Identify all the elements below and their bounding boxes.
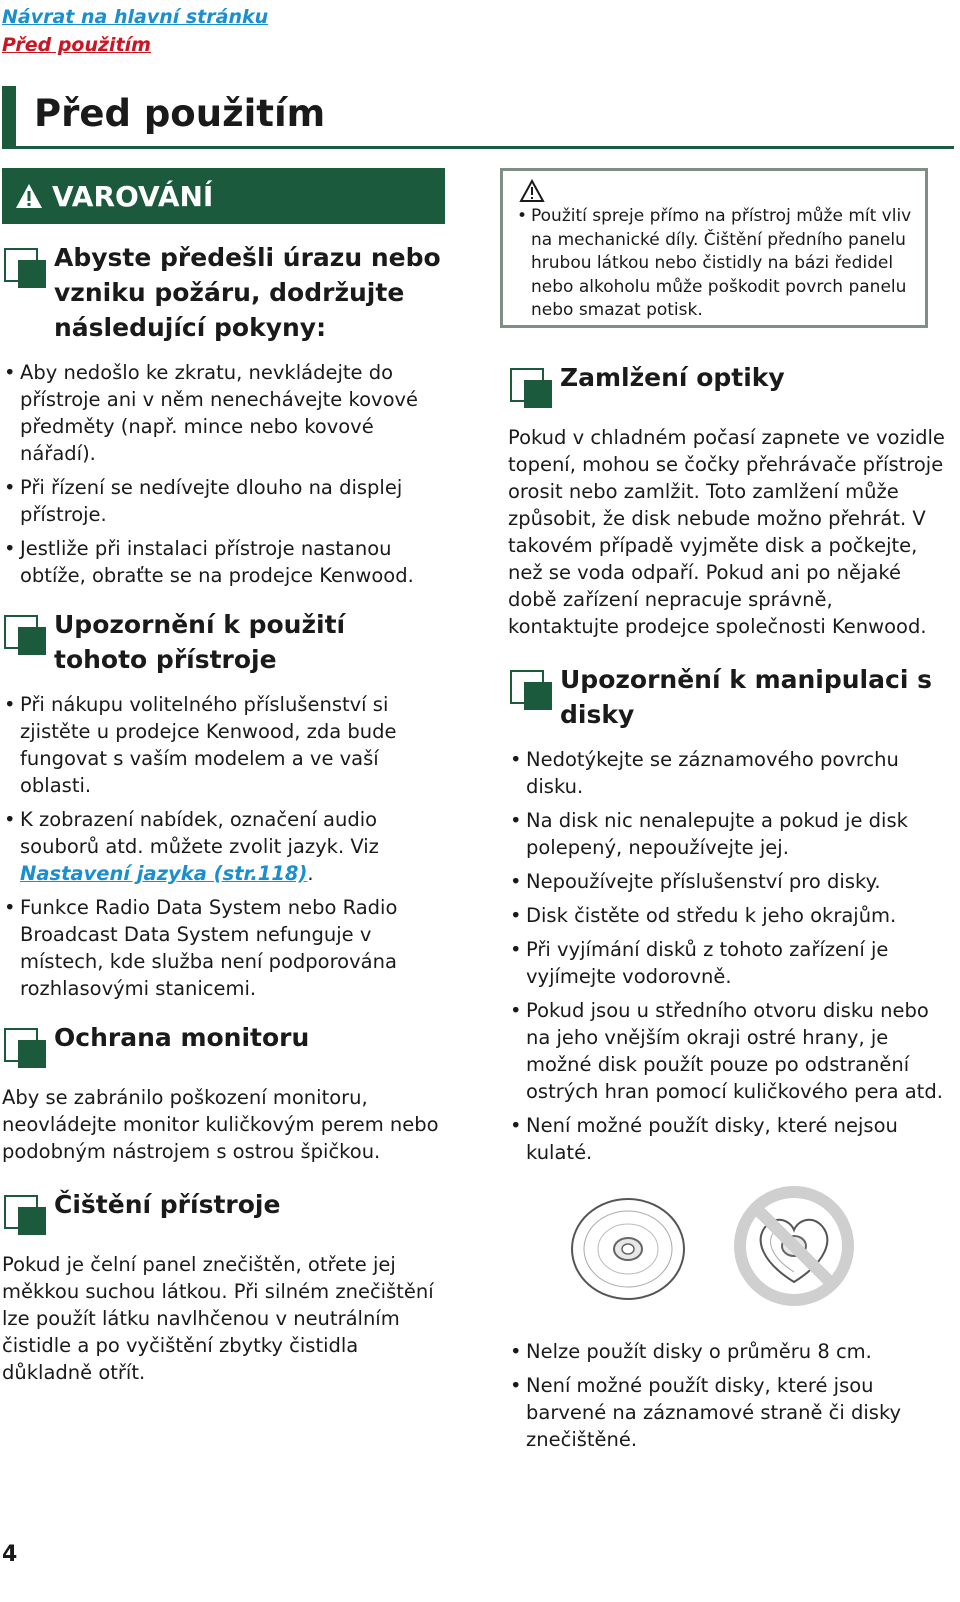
section-marker-icon [508, 668, 552, 712]
section-heading [2, 240, 447, 345]
list-item: • Při řízení se nedívejte dlouho na displej přístroje. [2, 474, 447, 528]
nav-link-current[interactable]: Před použitím [2, 34, 151, 56]
section-paragraph: Pokud je čelní panel znečištěn, otřete jej měkkou suchou látkou. Při silném znečištění lze použít látku navlhčenou v neutrálním čistidle a po vyčištění zbytky čistidla důkladně otřít. [2, 1253, 434, 1384]
section-paragraph: Pokud v chladném počasí zapnete ve vozidle topení, mohou se čočky přehrávače přístroje orosit nebo zamlžit. Toto zamlžení může způsobit, že disk nebude možno přehrát. V takovém případě vyjměte disk a počkejte, než se voda odpaří. Pokud ani po nějaké době zařízení nepracuje správně, kontaktujte prodejce společnosti Kenwood. [508, 426, 945, 638]
title-accent-bar [2, 86, 16, 148]
section-title: Upozornění k použití tohoto přístroje [54, 610, 346, 674]
section-heading [2, 1187, 447, 1237]
list-item: • Na disk nic nenalepujte a pokud je disk polepený, nepoužívejte jej. [508, 807, 948, 861]
list-item-text: K zobrazení nabídek, označení audio souborů atd. můžete zvolit jazyk. Viz [20, 808, 379, 858]
language-settings-link[interactable]: Nastavení jazyka (str.118) [20, 862, 308, 885]
bullet-list [508, 1338, 948, 1453]
warning-triangle-icon [14, 182, 44, 210]
list-item: • Jestliže při instalaci přístroje nastanou obtíže, obraťte se na prodejce Kenwood. [2, 535, 447, 589]
list-item: • Není možné použít disky, které nejsou kulaté. [508, 1112, 948, 1166]
section-title: Zamlžení optiky [560, 363, 785, 392]
warning-banner [2, 168, 445, 224]
warning-label: VAROVÁNÍ [52, 179, 214, 213]
disc-icon [568, 1194, 688, 1304]
section-title: Upozornění k manipulaci s disky [560, 665, 932, 729]
bullet-list [2, 359, 447, 589]
page-title: Před použitím [34, 92, 326, 135]
heart-disc-prohibited-icon [732, 1184, 856, 1308]
section-heading [2, 607, 447, 677]
section-title: Čištění přístroje [54, 1190, 281, 1219]
list-item: • Pokud jsou u středního otvoru disku nebo na jeho vnějším okraji ostré hrany, je možné disk použít pouze po odstranění ostrých hran pomocí kuličkového pera atd. [508, 997, 948, 1105]
list-item: • Není možné použít disky, které jsou barvené na záznamové straně či disky znečištěné. [508, 1372, 948, 1453]
section-marker-icon [2, 613, 46, 657]
caution-text: Použití spreje přímo na přístroj může mít vliv na mechanické díly. Čištění předního panelu hrubou látkou nebo čistidly na bázi ředidel nebo alkoholu může poškodit povrch panelu nebo smazat potisk. [531, 206, 912, 320]
section-title: Ochrana monitoru [54, 1023, 310, 1052]
section-paragraph: Aby se zabránilo poškození monitoru, neovládejte monitor kuličkovým perem nebo podobným nástrojem s ostrou špičkou. [2, 1086, 439, 1163]
list-item: • Při nákupu volitelného příslušenství si zjistěte u prodejce Kenwood, zda bude fungovat s vaším modelem a ve vaší oblasti. [2, 691, 447, 799]
section-title: Abyste předešli úrazu nebo vzniku požáru, dodržujte následující pokyny: [54, 243, 441, 342]
list-item: • Disk čistěte od středu k jeho okrajům. [508, 902, 948, 929]
section-marker-icon [2, 246, 46, 290]
section-marker-icon [2, 1193, 46, 1237]
list-item: • Funkce Radio Data System nebo Radio Broadcast Data System nefunguje v místech, kde služba není podporována rozhlasovými stanicemi. [2, 894, 447, 1002]
bullet-glyph: • [517, 206, 528, 226]
nav-link-home[interactable]: Návrat na hlavní stránku [2, 6, 269, 28]
list-item: • Nepoužívejte příslušenství pro disky. [508, 868, 948, 895]
list-item [2, 806, 447, 887]
bullet-list [2, 691, 447, 1002]
caution-text-block [517, 205, 913, 323]
caution-box [500, 168, 928, 328]
right-column [508, 360, 948, 1471]
list-item: • Nelze použít disky o průměru 8 cm. [508, 1338, 948, 1365]
bullet-list [508, 746, 948, 1166]
page-number: 4 [2, 1542, 18, 1567]
section-marker-icon [2, 1026, 46, 1070]
section-heading [508, 360, 948, 410]
list-item: • Nedotýkejte se záznamového povrchu disku. [508, 746, 948, 800]
list-item: • Při vyjímání disků z tohoto zařízení je vyjímejte vodorovně. [508, 936, 948, 990]
disc-illustrations [508, 1184, 948, 1324]
section-heading [2, 1020, 447, 1070]
link-suffix: . [307, 862, 314, 885]
list-item: • Aby nedošlo ke zkratu, nevkládejte do přístroje ani v něm nenechávejte kovové předměty (např. mince nebo kovové nářadí). [2, 359, 447, 467]
title-divider [2, 146, 954, 149]
warning-triangle-icon [519, 179, 545, 203]
section-marker-icon [508, 366, 552, 410]
left-column [2, 240, 447, 1408]
section-heading [508, 662, 948, 732]
